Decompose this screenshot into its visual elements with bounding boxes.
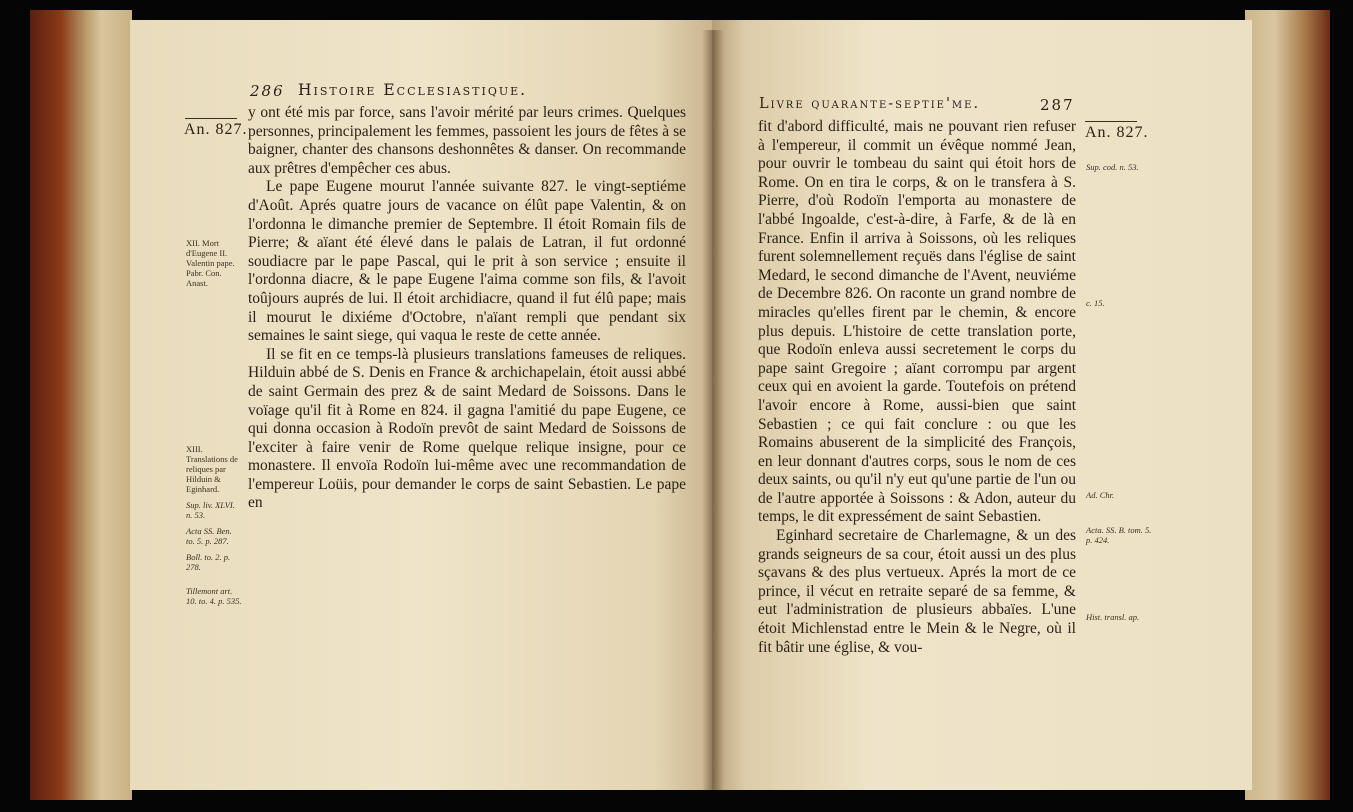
left-year-label: An. 827. bbox=[184, 121, 248, 138]
left-page bbox=[130, 20, 712, 790]
right-paragraph: fit d'abord difficulté, mais ne pouvant rien refuser à l'empereur, il commit un évêque nommé Jean, pour ouvrir le tombeau du saint qui étoit hors de Rome. On en tira le corps, & on le transfera à S. Pierre, d'où Rodoïn l'emporta au monastere de l'abbé Ingoalde, c'est-à-dire, à Farfe, & de là en France. Enfin il arriva à Soissons, où les reliques furent solemnellement reçuës dans l'église de saint Medard, le second dimanche de l'Avent, neuviéme de Decembre 826. On raconte un grand nombre de miracles qu'elles firent par le chemin, & encore plus depuis. L'histoire de cette translation porte, que Rodoïn enleva aussi secretement le corps du pape saint Gregoire ; aïant corrompu par argent ceux qui en avoient la garde. Toutefois on prétend l'avoir encore à Rome, aussi-bien que saint Sebastien ; ce qui fait conclure : ou que les Romains abuserent de la simplicité des François, en leur donnant d'autres corps, sous le nom de ces deux saints, ou qu'il n'y eut qu'une partie de l'un ou de l'autre apportée à Soissons : & Adon, auteur du temps, le dit expressément de saint Sebastien. bbox=[758, 118, 1076, 526]
left-page-edges bbox=[30, 10, 132, 800]
right-page-edges bbox=[1245, 10, 1330, 800]
margin-note-ad-chr: Ad. Chr. bbox=[1086, 490, 1115, 500]
right-page bbox=[712, 20, 1252, 790]
margin-note-tillemont: Tillemont art. 10. to. 4. p. 535. bbox=[186, 586, 242, 606]
open-book bbox=[30, 10, 1330, 800]
left-page-number: 286 bbox=[250, 82, 285, 100]
margin-note-c15: c. 15. bbox=[1086, 298, 1105, 308]
margin-note-sup-cod: Sup. cod. n. 53. bbox=[1086, 162, 1139, 172]
margin-note-hist-transl: Hist. transl. ap. bbox=[1086, 612, 1140, 622]
right-running-head: Livre quarante-septie'me. bbox=[759, 96, 981, 112]
right-year-rule bbox=[1085, 121, 1137, 122]
right-body-text bbox=[758, 118, 1076, 657]
right-year-label: An. 827. bbox=[1085, 124, 1149, 141]
margin-note-sup-liv: Sup. liv. XLVI. n. 53. bbox=[186, 500, 235, 520]
right-page-number: 287 bbox=[1040, 96, 1075, 114]
left-running-head: Histoire Ecclesiastique. bbox=[298, 81, 528, 99]
right-paragraph: Eginhard secretaire de Charlemagne, & un des grands seigneurs de sa cour, étoit aussi un des plus sçavans & des plus vertueux. Aprés la mort de ce prince, il vécut en retraite separé de sa femme, & eut l'administration de plusieurs abbaïes. L'une étoit Michlenstad entre le Mein & le Negre, où il fit bâtir une église, & vou- bbox=[758, 527, 1076, 656]
left-paragraph: y ont été mis par force, sans l'avoir mérité par leurs crimes. Quelques personnes, principalement les femmes, passoient les jours de fêtes à se baigner, chanter des chansons deshonnêtes & danser. On recommande aux prêtres d'empêcher ces abus. bbox=[248, 104, 686, 177]
margin-note-acta-ss: Acta. SS. B. tom. 5. p. 424. bbox=[1086, 525, 1152, 545]
margin-note-xiii: XIII. Translations de reliques par Hilduin & Eginhard. bbox=[186, 444, 238, 494]
book-gutter bbox=[702, 30, 724, 790]
margin-note-boll: Boll. to. 2. p. 278. bbox=[186, 552, 231, 572]
left-paragraph: Il se fit en ce temps-là plusieurs translations fameuses de reliques. Hilduin abbé de S. Denis en France & archichapelain, étoit aussi abbé de saint Germain des prez & de saint Medard de Soissons. Dans le voïage qu'il fit à Rome en 824. il gagna l'amitié du pape Eugene, ce qui donna occasion à Rodoïn prevôt de saint Medard de Soissons de l'exciter à faire venir de Rome quelque relique insigne, pour ce monastere. Il envoïa Rodoïn lui-même avec une recommandation de l'empereur Loüis, pour demander le corps de saint Sebastien. Le pape en bbox=[248, 345, 686, 512]
left-body-text bbox=[248, 104, 686, 513]
left-year-rule bbox=[185, 118, 237, 119]
left-paragraph: Le pape Eugene mourut l'année suivante 827. le vingt-septiéme d'Août. Aprés quatre jours de vacance on élût pape Valentin, & on l'ordonna le dimanche premier de Septembre. Il étoit Romain fils de Pierre; & aïant été élevé dans le palais de Latran, il fut ordonné soudiacre par le pape Pascal, qui le prit à son service ; ensuite il l'ordonna diacre, & le pape Eugene l'aima comme son fils, & l'avoit toûjours auprés de lui. Il étoit archidiacre, quand il fut élû pape; mais il mourut le dixiéme d'Octobre, n'aïant rempli que pendant six semaines le saint siege, qui vaqua le reste de cette année. bbox=[248, 178, 686, 345]
margin-note-acta: Acta SS. Ben. to. 5. p. 287. bbox=[186, 526, 232, 546]
margin-note-xii: XII. Mort d'Eugene II. Valentin pape. Pabr. Con. Anast. bbox=[186, 238, 235, 288]
